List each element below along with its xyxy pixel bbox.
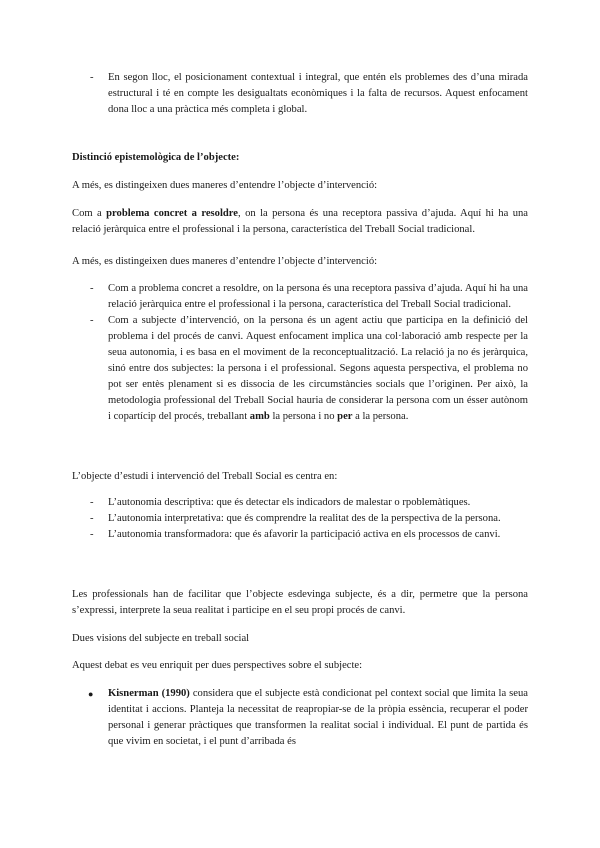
paragraph-bold: problema concret a resoldre	[106, 208, 239, 219]
paragraph-3	[72, 254, 528, 270]
paragraph-text-pre: Com a	[72, 208, 107, 219]
paragraph-2	[72, 206, 528, 238]
list-marker: -	[90, 513, 94, 524]
intervention-list	[72, 281, 528, 425]
list-item-text-pre: Com a subjecte d’intervenció, on la persona és un agent actiu que participa en la definició del problema i del procés de canvi. Aquest enfocament implica una col·laboració amb respecte per la seua autonomia, i es basa en el moviment de la reconceptualització. La relació ja no és jeràrquica, sinó entre dos subjectes: la persona i el professional. Segons aquesta perspectiva, el problema no pot ser entès plenament si es dissocia de les circumstàncies socials que l’originen. Per això, la metodologia professional del Treball Social hauria de considerar la persona com un ésser autònom i copartícip del procés, treballant	[108, 315, 528, 422]
list-item-text: L’autonomia descriptiva: que és detectar els indicadors de malestar o rpoblemàtiques.	[108, 497, 471, 508]
paragraph-text: Aquest debat es veu enriquit per dues perspectives sobre el subjecte:	[72, 660, 363, 671]
paragraph-text-post: , on la persona és una receptora passiva d’ajuda. Aquí hi ha una relació jeràrquica entre el professional i la persona, característica del Treball Social tradicional.	[72, 208, 528, 235]
paragraph-4	[72, 469, 528, 485]
list-item-text: considera que el subjecte està condicionat pel context social que limita la seua identitat i accions. Planteja la necessitat de reapropiar-se de la pròpia essència, recuperar el poder personal i generar pràctiques que transformen la realitat social i individual. El punt de partida és que vivim en societat, i el punt d’arribada és	[108, 688, 528, 747]
paragraph-7	[72, 658, 528, 674]
list-marker: -	[90, 72, 94, 83]
list-item-bold: amb	[249, 411, 270, 422]
list-item-text: Com a problema concret a resoldre, on la persona és una receptora passiva d’ajuda. Aquí hi ha una relació jeràrquica entre el professional i la persona, característica del Treball Social tradicional.	[108, 283, 528, 310]
paragraph-6	[72, 631, 528, 647]
heading-text: Distinció epistemològica de l’objecte:	[72, 152, 240, 163]
paragraph-text: A més, es distingeixen dues maneres d’entendre l’objecte d’intervenció:	[72, 256, 378, 267]
list-item	[72, 686, 528, 750]
list-item-text: L’autonomia transformadora: que és afavorir la participació activa en els processos de canvi.	[108, 529, 501, 540]
paragraph-1	[72, 178, 528, 194]
list-item-text: En segon lloc, el posicionament contextual i integral, que entén els problemes des d’una mirada estructural i té en compte les desigualtats econòmiques i la falta de recursos. Aquest enfocament dona lloc a una pràctica més completa i global.	[108, 72, 528, 115]
paragraph-text: Les professionals han de facilitar que l’objecte esdevinga subjecte, és a dir, permetre que la persona s’expressi, interprete la seua realitat i participe en el seu propi procés de canvi.	[72, 589, 528, 616]
paragraph-text: Dues visions del subjecte en treball social	[72, 633, 250, 644]
paragraph-5	[72, 587, 528, 619]
list-item-text-post: a la persona.	[352, 411, 409, 422]
intro-list	[72, 70, 528, 118]
list-marker: -	[90, 529, 94, 540]
list-item-bold: per	[337, 411, 353, 422]
subject-visions-list	[72, 686, 528, 750]
bullet-icon: ●	[88, 689, 94, 699]
list-item-text-mid: la persona i no	[269, 411, 338, 422]
list-marker: -	[90, 283, 94, 294]
list-item	[72, 313, 528, 425]
list-item	[72, 495, 528, 511]
paragraph-text: A més, es distingeixen dues maneres d’entendre l’objecte d’intervenció:	[72, 180, 378, 191]
autonomy-list	[72, 495, 528, 543]
list-item	[72, 70, 528, 118]
list-item-bold: Kisnerman (1990)	[108, 688, 190, 699]
list-marker: -	[90, 315, 94, 326]
list-item	[72, 527, 528, 543]
list-item	[72, 511, 528, 527]
section-heading	[72, 150, 528, 166]
list-item	[72, 281, 528, 313]
list-item-text: L’autonomia interpretativa: que és comprendre la realitat des de la perspectiva de la persona.	[108, 513, 501, 524]
list-marker: -	[90, 497, 94, 508]
paragraph-text: L’objecte d’estudi i intervenció del Treball Social es centra en:	[72, 471, 338, 482]
